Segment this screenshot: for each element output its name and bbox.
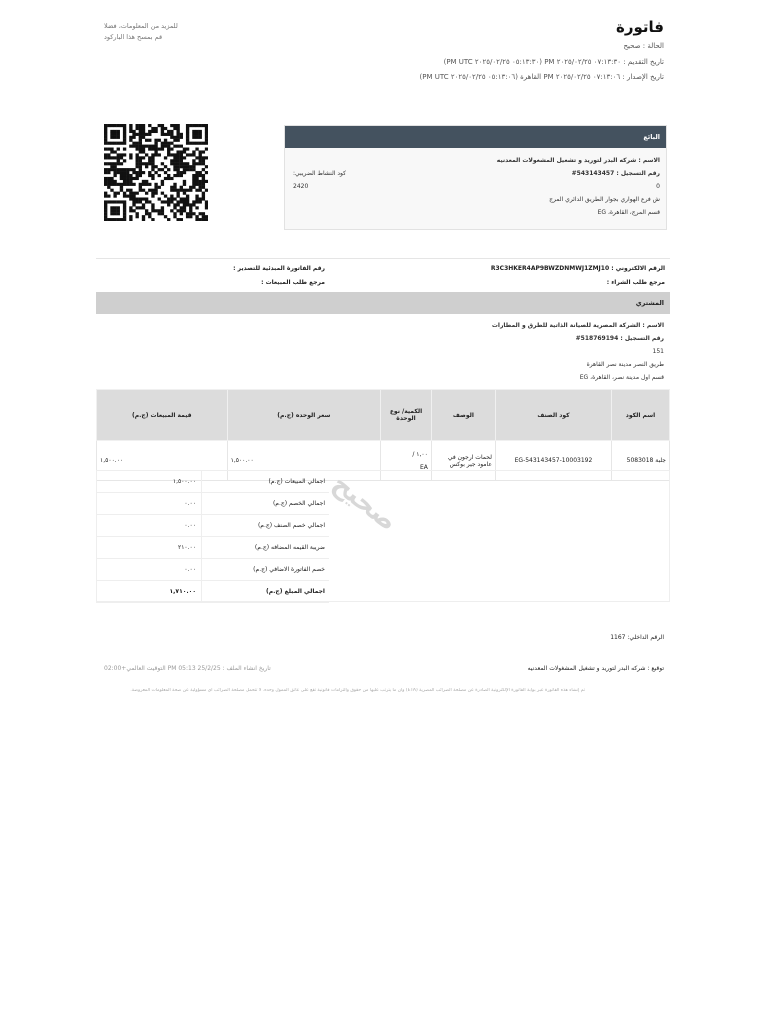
valid-stamp: صحيح (326, 468, 403, 538)
buyer-header-label: المشتري (635, 299, 664, 307)
cell-item-code: EG-543143457-10003192 (495, 441, 611, 481)
cell-sales-value: ١,٥٠٠.٠٠ (97, 441, 228, 481)
file-created-date: تاريخ انشاء الملف : PM 05:13 25/2/25 التوقيت العالمي+02:00 (104, 665, 271, 672)
total-row-item-discount (96, 514, 329, 537)
seller-branch: 0 (656, 183, 660, 190)
initial-invoice-number: رقم الفاتورة المبدئية للتصدير : (233, 265, 325, 272)
col-item-code: كود الصنف (495, 390, 611, 441)
issue-date: تاريخ الإصدار : ٠٧:١٣:٠٦ ٢٠٢٥/٠٢/٢٥ PM القاهرة (٠٥:١٣:٠٦ ٢٠٢٥/٠٢/٢٥ PM UTC) (419, 73, 664, 81)
col-description: الوصف (431, 390, 495, 441)
total-label: خصم الفاتورة الاضافي (ج.م) (253, 566, 325, 573)
total-value: ٠.٠٠ (184, 500, 196, 507)
total-row-extra-discount (96, 558, 329, 581)
total-label: ضريبة القيمه المضافه (ج.م) (254, 544, 325, 551)
seller-activity-label: كود النشاط الضريبي: (293, 170, 346, 177)
cell-qty-value: ١,٠٠ / (412, 450, 428, 458)
buyer-header (96, 292, 670, 314)
qr-hint-line2: قم بمسح هذا الباركود (104, 33, 163, 41)
sales-order-ref: مرجع طلب المبيعات : (261, 279, 325, 286)
total-label: اجمالي الخصم (ج.م) (272, 500, 325, 507)
buyer-registration: رقم التسجيل : 518769194# (575, 335, 664, 342)
total-row-vat (96, 536, 329, 559)
cell-unit: EA (419, 463, 428, 471)
col-quantity: الكمية/ نوع الوحدة (381, 390, 432, 441)
items-table (96, 389, 670, 481)
total-label: اجمالي المبيعات (ج.م) (268, 478, 325, 485)
disclaimer: تم إنشاء هذه الفاتورة عبر بوابة الفاتورة الإلكترونية الصادرة عن مصلحة الضرائب المصرية (ETA) وأن ما يترتب عليها من حقوق والتزامات قانونية تقع على عاتق الممول وحده. لا تتحمل مصلحة الضرائب أي مسؤولية عن صحة المعلومات المعروضة. (130, 688, 585, 693)
col-code-name: اسم الكود (611, 390, 669, 441)
qr-code[interactable] (104, 124, 208, 221)
seller-name: الاسم : شركه البدر لتوريد و تشغيل المشغولات المعدنيه (496, 157, 660, 164)
total-row-discount (96, 492, 329, 515)
submit-date: تاريخ التقديم : ٠٧:١٣:٣٠ ٢٠٢٥/٠٢/٢٥ PM (٠٥:١٣:٣٠ ٢٠٢٥/٠٢/٢٥ PM UTC) (443, 58, 664, 66)
invoice-info (96, 258, 670, 292)
cell-description: لحمات ارجون في عامود جير بوكس (431, 441, 495, 481)
cell-unit-price: ١,٥٠٠.٠٠ (227, 441, 381, 481)
seller-header: البائع (285, 126, 666, 148)
signature: توقيع : شركه البدر لتوريد و تشغيل المشغولات المعدنيه (527, 665, 664, 672)
internal-number: الرقم الداخلي: 1167 (610, 634, 664, 641)
qr-hint-line1: للمزيد من المعلومات، فضلا (104, 22, 178, 30)
total-value: ١,٥٠٠.٠٠ (172, 478, 196, 485)
buyer-name: الاسم : الشركة المصرية للصيانة الذاتية للطرق و المطارات (491, 322, 664, 329)
seller-address2: قسم المرج، القاهرة، EG (597, 209, 660, 216)
seller-activity-value: 2420 (293, 183, 309, 190)
total-row-grand (96, 580, 329, 603)
seller-registration: رقم التسجيل : 543143457# (571, 170, 660, 177)
total-row-sales (96, 470, 329, 493)
seller-address1: ش فرع الهواري بجوار الطريق الدائري المرج (549, 196, 660, 203)
total-label: اجمالي خصم الصنف (ج.م) (257, 522, 325, 529)
total-value: ٢١٠.٠٠ (177, 544, 196, 551)
purchase-order-ref: مرجع طلب الشراء : (606, 279, 665, 286)
total-value: ١,٧١٠.٠٠ (169, 588, 196, 595)
col-unit-price: سعر الوحده (ج.م) (227, 390, 381, 441)
buyer-address1: طريق النصر مدينة نصر القاهرة (586, 361, 664, 368)
invoice-title: فاتورة (616, 18, 664, 36)
electronic-number: الرقم الالكتروني : R3C3HKER4AP9BWZDNMWJ1ZMJ10 (490, 265, 665, 272)
invoice-status: الحالة : صحيح (623, 42, 664, 50)
buyer-branch: 151 (652, 348, 664, 355)
cell-code-name: جلبة 5083018 (611, 441, 669, 481)
buyer-address2: قسم اول مدينة نصر، القاهرة، EG (579, 374, 664, 381)
table-header-row (97, 390, 670, 441)
total-value: ٠.٠٠ (184, 522, 196, 529)
total-value: ٠.٠٠ (184, 566, 196, 573)
total-label: اجمالي المبلغ (ج.م) (266, 588, 325, 595)
seller-box (284, 125, 667, 230)
col-sales-value: قيمة المبيعات (ج.م) (97, 390, 228, 441)
